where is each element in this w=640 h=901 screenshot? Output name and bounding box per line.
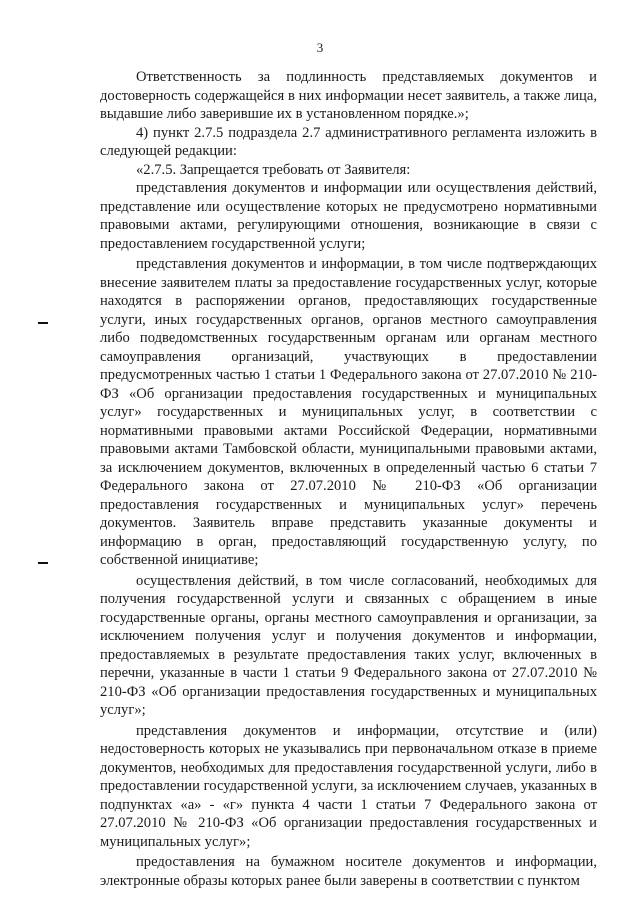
paragraph-prohibition-4: представления документов и информации, отсутствие и (или) недостоверность которых не указывались при первоначальном отказе в приеме документов, необходимых для предоставления государственной услуги, либо в предоставлении государственной услуги, за исключением случаев, указанных в подпунктах «а» - «г» пункта 4 части 1 статьи 7 Федерального закона от 27.07.2010 № 210-ФЗ «Об организации предоставления государственных и муниципальных услуг»; <box>100 722 597 850</box>
binding-mark-top <box>38 322 48 324</box>
paragraph-prohibition-3: осуществления действий, в том числе согласований, необходимых для получения государственной услуги и связанных с обращением в иные государственные органы, органы местного самоуправления и организации, за исключением получения услуг и получения документов и информации, предоставляемых в результате предоставления таких услуг, включенных в перечни, указанные в части 1 статьи 9 Федерального закона от 27.07.2010 № 210-ФЗ «Об организации предоставления государственных и муниципальных услуг»; <box>100 572 597 718</box>
binding-mark-bottom <box>38 562 48 564</box>
paragraph-responsibility: Ответственность за подлинность представляемых документов и достоверность содержащейся в них информации несет заявитель, а также лица, выдавшие либо заверившие их в установленном порядке.»; <box>100 69 597 122</box>
document-text <box>100 68 597 890</box>
paragraph-amendment-point: 4) пункт 2.7.5 подраздела 2.7 административного регламента изложить в следующей редакции: <box>100 124 597 159</box>
paragraph-clause-heading: «2.7.5. Запрещается требовать от Заявителя: <box>136 161 411 178</box>
page-number: 3 <box>316 40 324 55</box>
paragraph-prohibition-1: представления документов и информации или осуществления действий, представление или осуществление которых не предусмотрено нормативными правовыми актами, регулирующими отношения, возникающие в связи с предоставлением государственной услуги; <box>100 180 597 252</box>
paragraph-prohibition-5: предоставления на бумажном носителе документов и информации, электронные образы которых ранее были заверены в соответствии с пунктом <box>100 854 597 889</box>
paragraph-prohibition-2: представления документов и информации, в том числе подтверждающих внесение заявителем платы за предоставление государственных услуг, которые находятся в распоряжении органов, предоставляющих государственные услуги, иных государственных органов, органов местного самоуправления либо подведомственных государственным органам или органам местного самоуправления организаций, участвующих в предоставлении предусмотренных частью 1 статьи 1 Федерального закона от 27.07.2010 № 210-ФЗ «Об организации предоставления государственных и муниципальных услуг» государственных и муниципальных услуг, в соответствии с нормативными правовыми актами Российской Федерации, нормативными правовыми актами Тамбовской области, муниципальными правовыми актами, за исключением документов, включенных в определенный частью 6 статьи 7 Федерального закона от 27.07.2010 № 210-ФЗ «Об организации предоставления государственных и муниципальных услуг» перечень документов. Заявитель вправе представить указанные документы и информацию в орган, предоставляющий государственную услугу, по собственной инициативе; <box>100 256 597 568</box>
